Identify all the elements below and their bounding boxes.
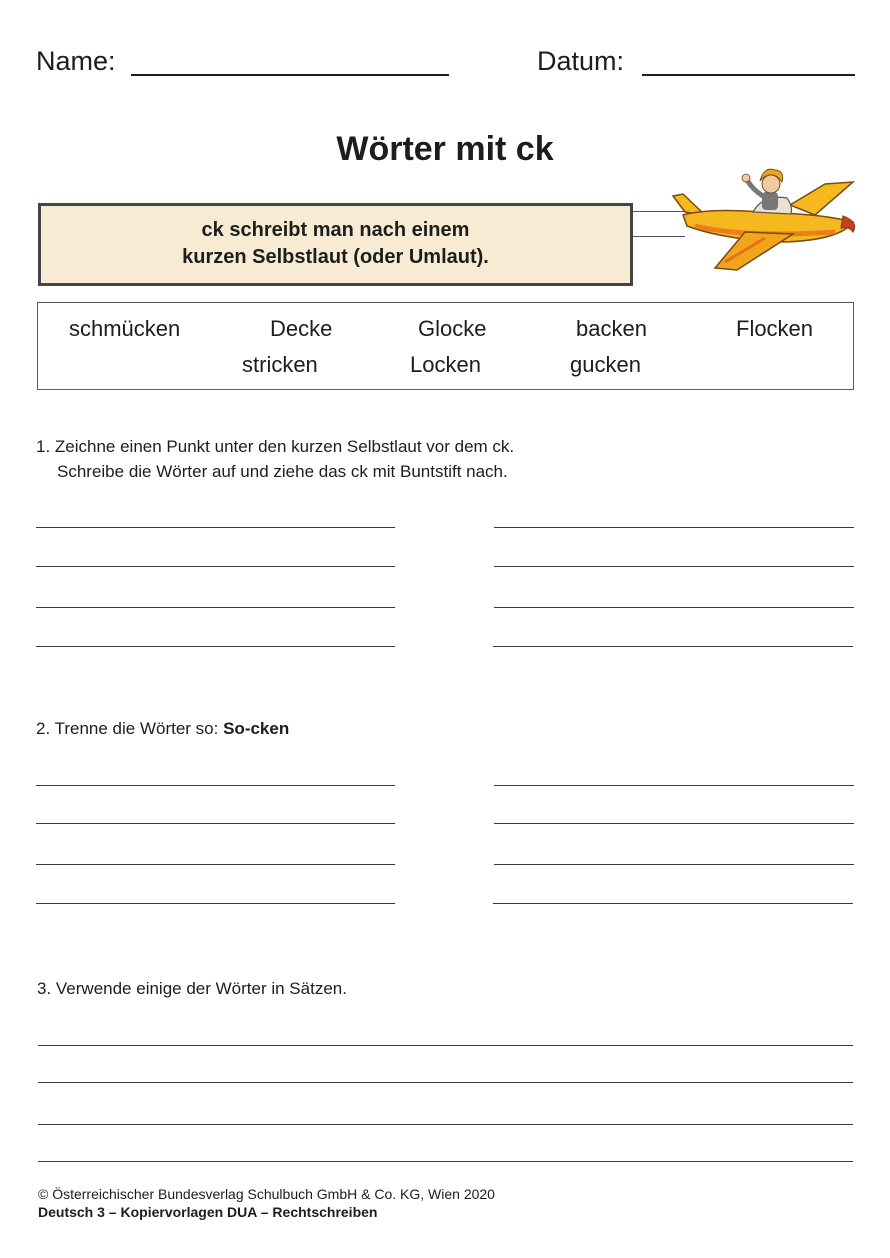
writing-line[interactable] <box>38 1124 853 1125</box>
airplane-pilot-illustration <box>665 160 860 275</box>
writing-line[interactable] <box>494 527 854 528</box>
writing-line[interactable] <box>36 785 395 786</box>
writing-line[interactable] <box>38 1161 853 1162</box>
task-1-instruction-2: Schreibe die Wörter auf und ziehe das ck mit Buntstift nach. <box>57 462 508 481</box>
date-label: Datum: <box>537 46 625 76</box>
writing-line[interactable] <box>493 646 853 647</box>
writing-line[interactable] <box>493 903 853 904</box>
writing-line[interactable] <box>38 1045 853 1046</box>
writing-line[interactable] <box>36 823 395 824</box>
task-2-text: 2. Trenne die Wörter so: <box>36 719 224 738</box>
name-label: Name: <box>36 46 116 76</box>
rule-line-2: kurzen Selbstlaut (oder Umlaut). <box>182 246 489 268</box>
copyright-notice: © Österreichischer Bundesverlag Schulbuch GmbH & Co. KG, Wien 2020 <box>38 1186 495 1202</box>
word-item: Locken <box>410 352 481 377</box>
writing-line[interactable] <box>494 864 854 865</box>
word-item: gucken <box>570 352 641 377</box>
writing-line[interactable] <box>36 646 395 647</box>
name-field[interactable] <box>131 74 449 76</box>
word-item: backen <box>576 316 647 341</box>
series-info: Deutsch 3 – Kopiervorlagen DUA – Rechtschreiben <box>38 1204 378 1220</box>
writing-line[interactable] <box>36 607 395 608</box>
word-item: schmücken <box>69 316 181 341</box>
writing-line[interactable] <box>494 566 854 567</box>
writing-line[interactable] <box>38 1082 853 1083</box>
writing-line[interactable] <box>36 903 395 904</box>
word-item: Flocken <box>736 316 814 341</box>
writing-line[interactable] <box>36 864 395 865</box>
task-1-instruction: 1. Zeichne einen Punkt unter den kurzen Selbstlaut vor dem ck. <box>36 437 515 456</box>
writing-line[interactable] <box>494 607 854 608</box>
word-item: stricken <box>242 352 318 377</box>
word-item: Decke <box>270 316 333 341</box>
rule-banner <box>38 203 633 286</box>
date-field[interactable] <box>642 74 855 76</box>
rule-line-1: ck schreibt man nach einem <box>201 219 470 241</box>
page-title: Wörter mit ck <box>336 130 554 168</box>
writing-line[interactable] <box>494 823 854 824</box>
writing-line[interactable] <box>36 566 395 567</box>
writing-line[interactable] <box>494 785 854 786</box>
writing-line[interactable] <box>36 527 395 528</box>
word-item: Glocke <box>418 316 487 341</box>
task-3-instruction: 3. Verwende einige der Wörter in Sätzen. <box>37 979 347 998</box>
task-2-instruction <box>36 716 289 741</box>
task-2-example: So-cken <box>223 719 290 738</box>
